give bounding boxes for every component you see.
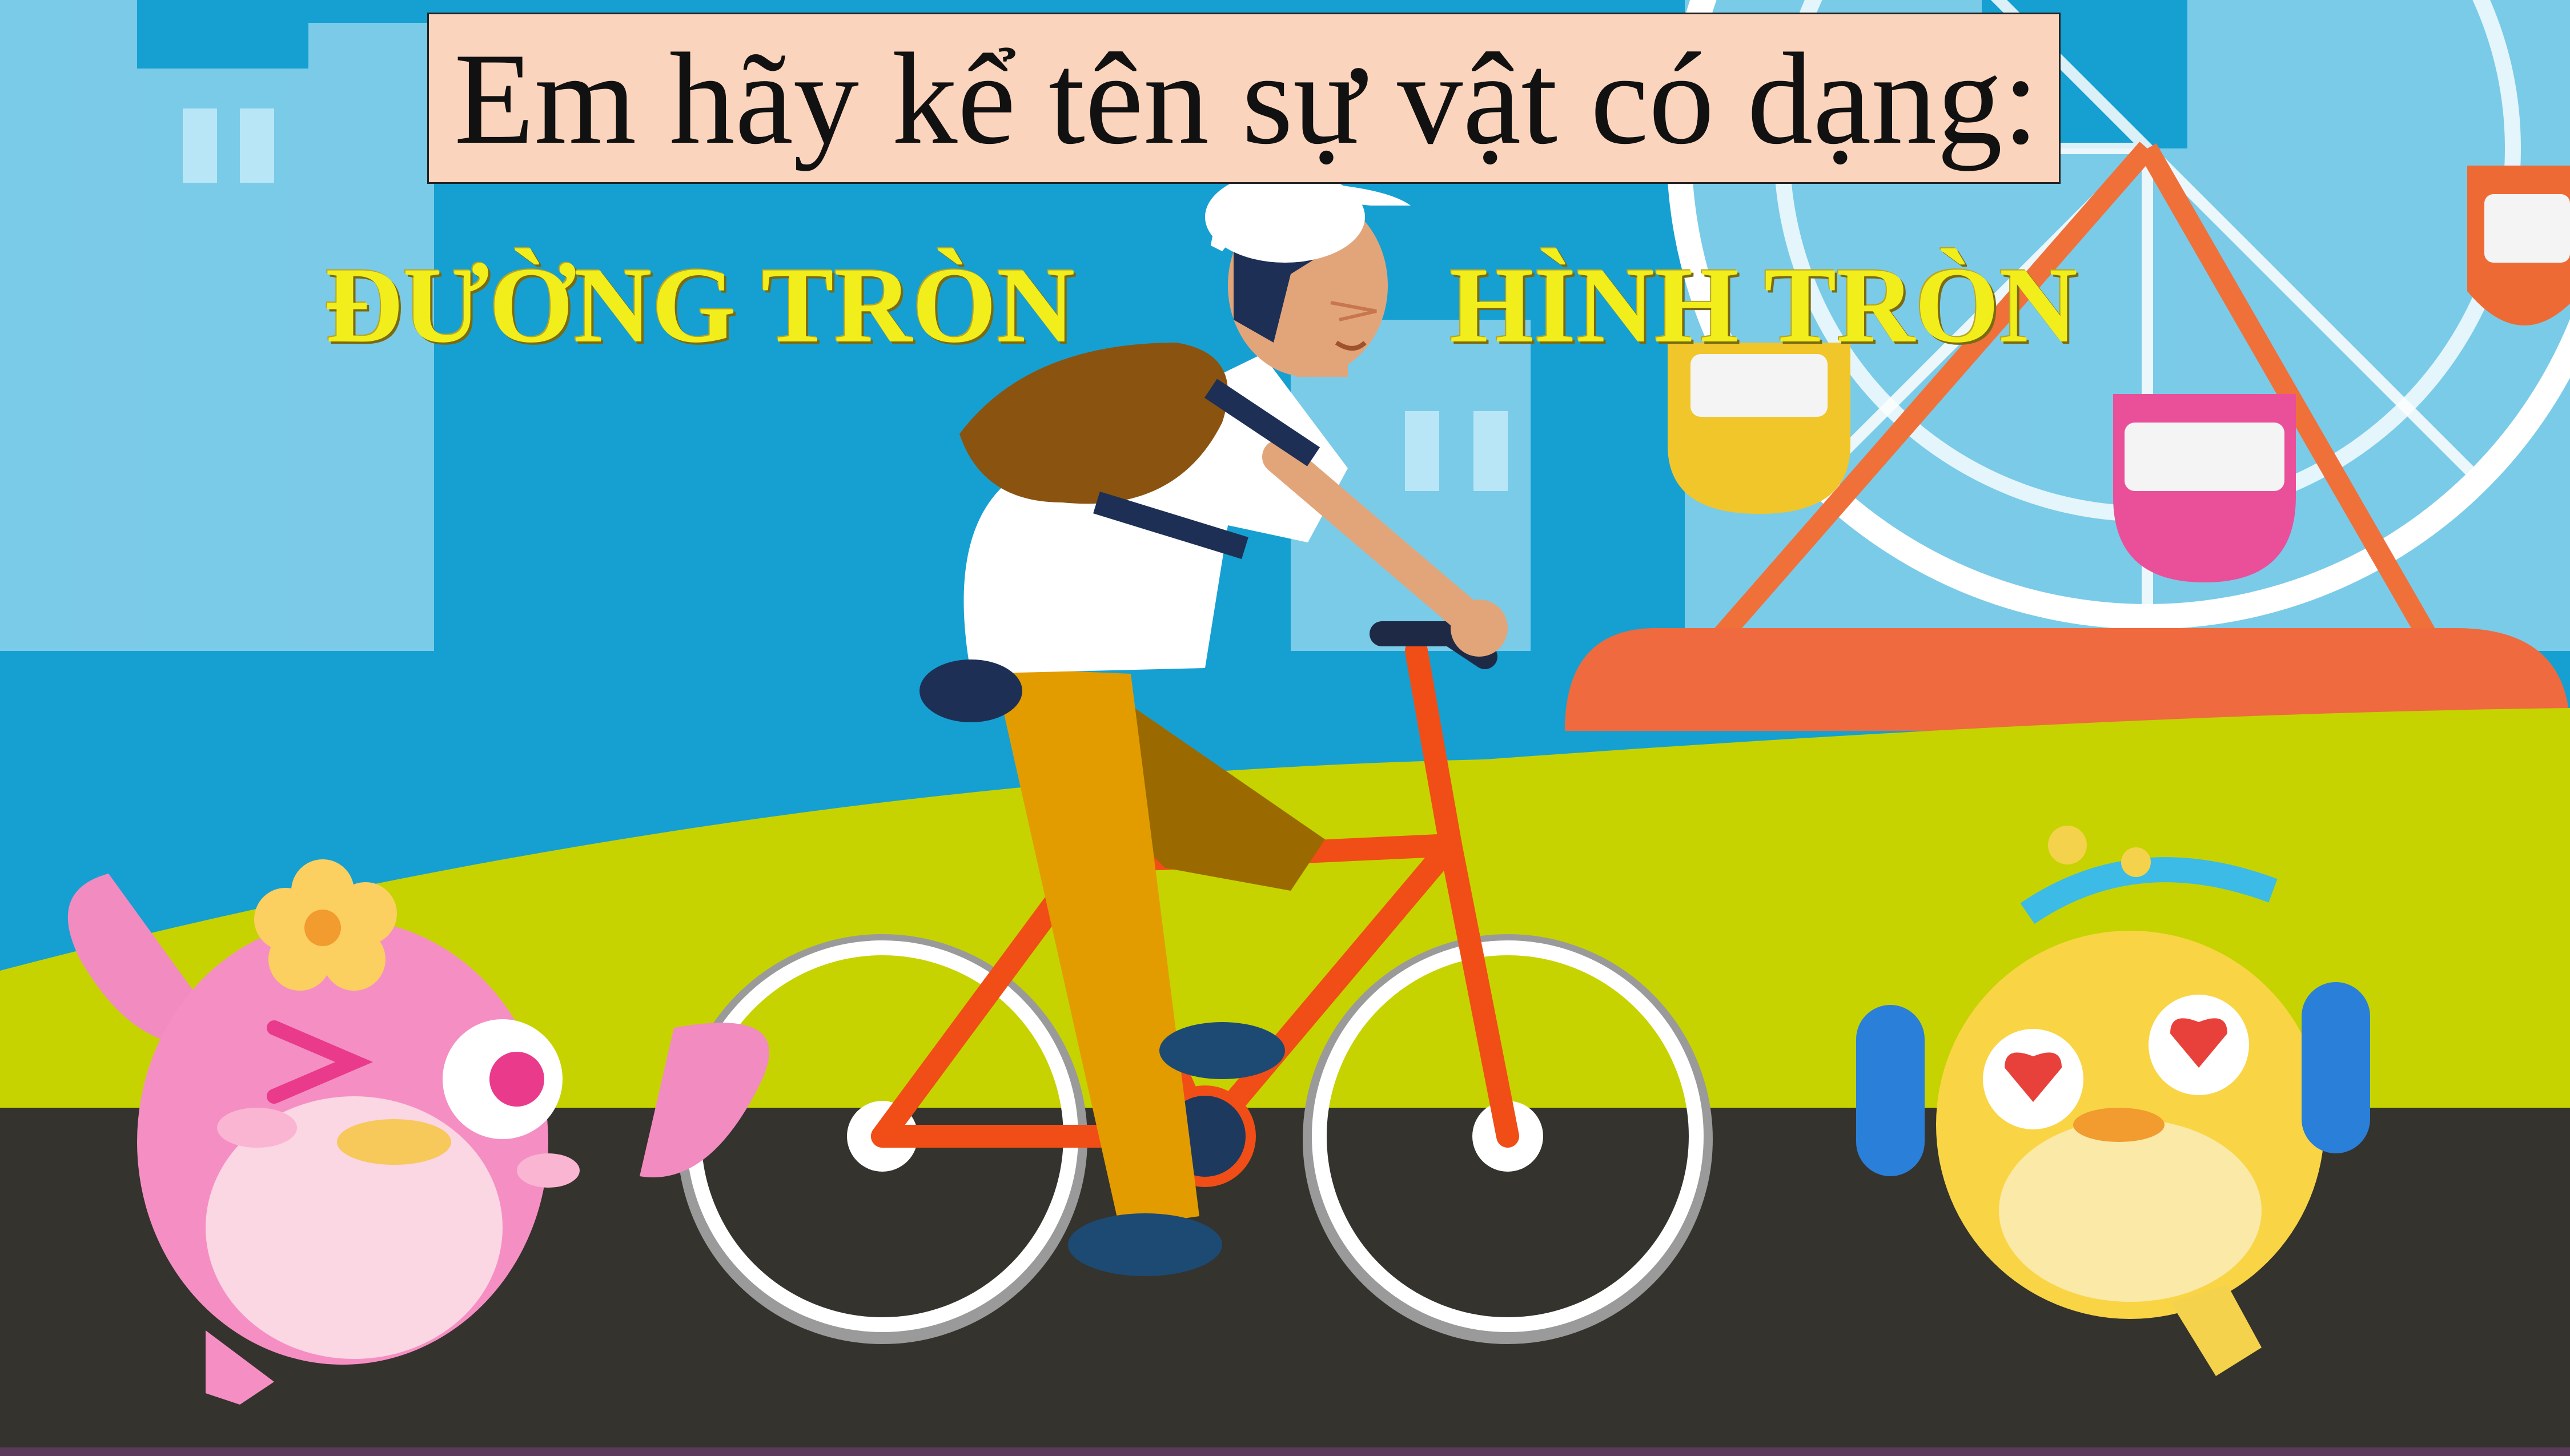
answer-label-duong-tron[interactable]: ĐƯỜNG TRÒN bbox=[324, 246, 1075, 365]
prompt-title-box bbox=[427, 13, 2061, 184]
prompt-text: Em hãy kể tên sự vật có dạng: bbox=[454, 25, 2039, 171]
road-edge bbox=[0, 1447, 2570, 1456]
answer-label-hinh-tron[interactable]: HÌNH TRÒN bbox=[1449, 246, 2078, 365]
